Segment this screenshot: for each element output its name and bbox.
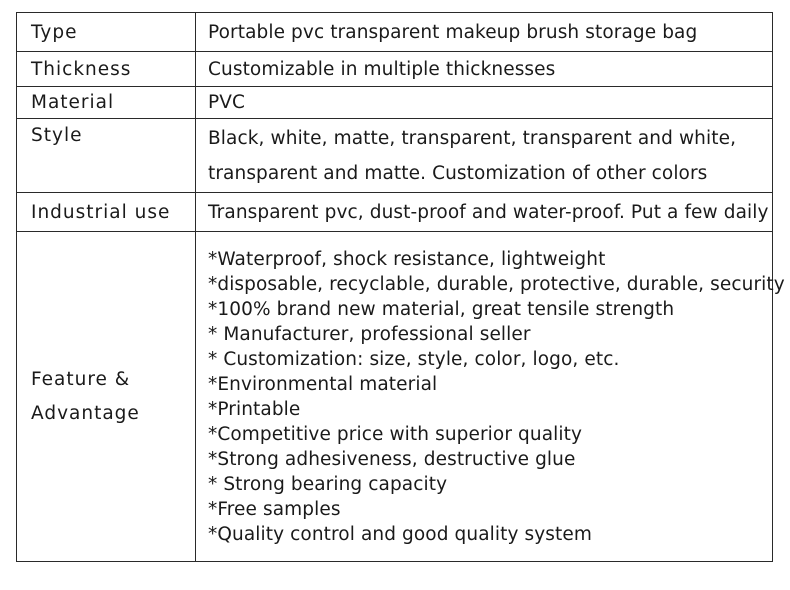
- material-label: Material: [17, 87, 196, 119]
- feature-advantage-label: [17, 232, 196, 562]
- material-value: PVC: [196, 87, 773, 119]
- feature-item: *disposable, recyclable, durable, protective, durable, security: [208, 273, 785, 295]
- table-row-industrial-use: [17, 193, 773, 232]
- feature-item: * Strong bearing capacity: [208, 473, 448, 495]
- thickness-value: Customizable in multiple thicknesses: [196, 52, 773, 87]
- type-value: Portable pvc transparent makeup brush storage bag: [196, 13, 773, 52]
- feature-list: [208, 247, 785, 547]
- table-row-thickness: [17, 52, 773, 87]
- product-spec-table: [16, 12, 785, 562]
- feature-item: *Quality control and good quality system: [208, 523, 592, 545]
- feature-item: *100% brand new material, great tensile strength: [208, 298, 675, 320]
- thickness-label: Thickness: [17, 52, 196, 87]
- industrial-use-value: Transparent pvc, dust-proof and water-proof. Put a few daily: [196, 193, 773, 232]
- feature-item: * Manufacturer, professional seller: [208, 323, 531, 345]
- feature-item: * Customization: size, style, color, logo, etc.: [208, 348, 620, 370]
- feature-item: *Strong adhesiveness, destructive glue: [208, 448, 576, 470]
- feature-item: *Printable: [208, 398, 301, 420]
- style-value-line: transparent and matte. Customization of other colors: [208, 162, 708, 184]
- feature-label-line: Feature &: [31, 368, 131, 390]
- feature-item: *Waterproof, shock resistance, lightweight: [208, 248, 606, 270]
- table-row-feature-advantage: [17, 232, 773, 562]
- feature-item: *Environmental material: [208, 373, 438, 395]
- type-label: Type: [17, 13, 196, 52]
- table-row-style: [17, 119, 773, 193]
- industrial-use-label: Industrial use: [17, 193, 196, 232]
- feature-advantage-value: [196, 232, 785, 562]
- feature-item: *Competitive price with superior quality: [208, 423, 583, 445]
- feature-label-line: Advantage: [31, 402, 140, 424]
- style-value: [196, 119, 773, 193]
- table-row-material: [17, 87, 773, 119]
- feature-item: *Free samples: [208, 498, 341, 520]
- style-label: Style: [17, 119, 196, 193]
- table-row-type: [17, 13, 773, 52]
- style-value-line: Black, white, matte, transparent, transparent and white,: [208, 127, 737, 149]
